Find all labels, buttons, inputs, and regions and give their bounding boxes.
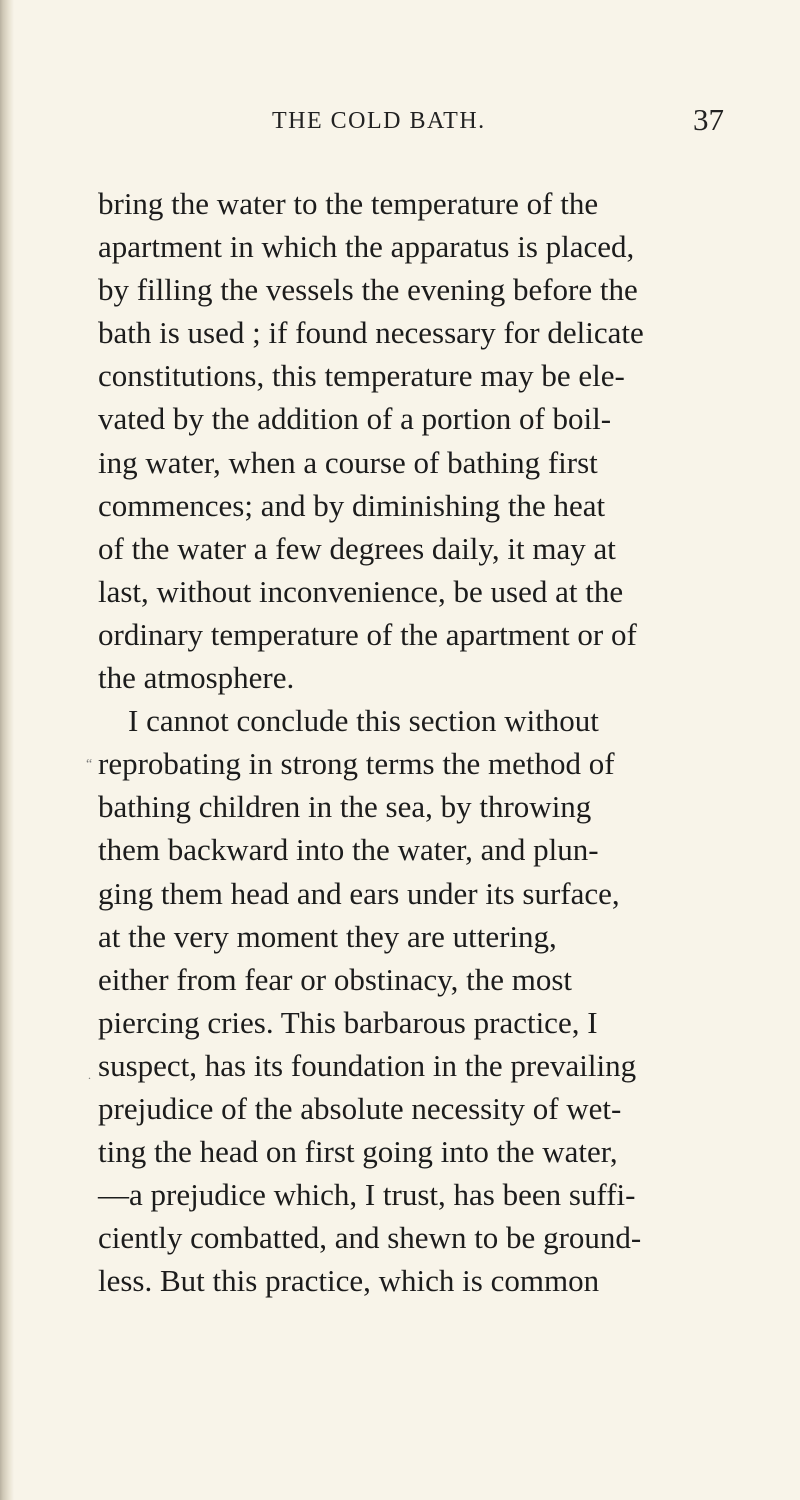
text-line: last, without inconvenience, be used at the (98, 573, 624, 609)
paragraph-start-line: I cannot conclude this section without (128, 703, 599, 739)
text-line: by filling the vessels the evening before the (98, 272, 638, 308)
text-line: of the water a few degrees daily, it may at (98, 530, 616, 566)
text-line: bathing children in the sea, by throwing (98, 789, 592, 825)
text-line: piercing cries. This barbarous practice, I (98, 1004, 598, 1040)
text-line: reprobating in strong terms the method of (98, 746, 615, 782)
running-header: THE COLD BATH. (272, 108, 486, 134)
text-line: at the very moment they are uttering, (98, 918, 557, 954)
text-line: less. But this practice, which is common (98, 1263, 600, 1299)
page-gutter-shadow (0, 0, 14, 1500)
text-line: suspect, has its foundation in the prevailing (98, 1047, 637, 1083)
margin-mark: . (88, 1068, 91, 1082)
text-line: —a prejudice which, I trust, has been suffi- (98, 1177, 636, 1213)
body-text (98, 182, 778, 1302)
text-line: apartment in which the apparatus is placed, (98, 229, 635, 265)
text-line: them backward into the water, and plun- (98, 832, 599, 868)
text-line: prejudice of the absolute necessity of wet- (98, 1090, 622, 1126)
text-line: either from fear or obstinacy, the most (98, 961, 573, 997)
text-line: constitutions, this temperature may be ele- (98, 358, 625, 394)
text-line: bring the water to the temperature of the (98, 186, 599, 221)
margin-mark: “ (86, 757, 93, 772)
text-line: ciently combatted, and shewn to be ground- (98, 1220, 642, 1256)
text-line: ordinary temperature of the apartment or of (98, 616, 637, 652)
text-line: bath is used ; if found necessary for delicate (98, 315, 644, 351)
text-line: ging them head and ears under its surface, (98, 875, 620, 911)
text-line: the atmosphere. (98, 660, 295, 696)
text-line: ing water, when a course of bathing first (98, 444, 598, 480)
text-line: vated by the addition of a portion of boil- (98, 401, 612, 437)
page-number: 37 (693, 102, 724, 137)
text-line: commences; and by diminishing the heat (98, 487, 606, 523)
text-line: ting the head on first going into the water, (98, 1134, 618, 1170)
